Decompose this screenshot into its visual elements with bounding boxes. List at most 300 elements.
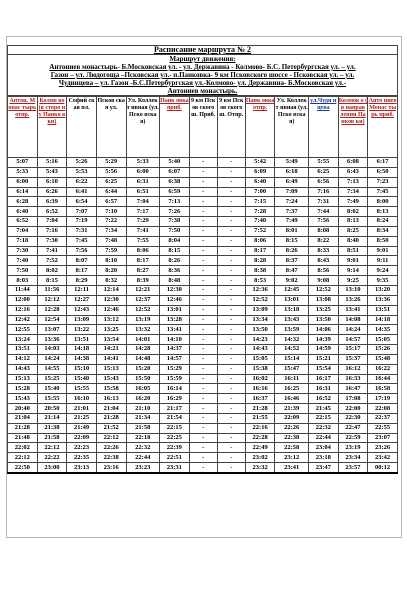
time-cell: 8:36: [160, 266, 190, 276]
time-cell: 23:31: [160, 463, 190, 473]
time-cell: -: [217, 404, 245, 414]
time-cell: 12:28: [37, 305, 67, 315]
time-cell: 13:25: [96, 325, 126, 335]
time-cell: -: [217, 374, 245, 384]
time-cell: 7:31: [308, 197, 338, 207]
time-cell: 8:50: [368, 236, 398, 246]
time-cell: 6:26: [37, 187, 67, 197]
time-cell: 6:52: [8, 217, 38, 227]
schedule-row: [8, 453, 398, 463]
time-cell: -: [189, 463, 217, 473]
time-cell: 7:44: [308, 207, 338, 217]
time-cell: 7:49: [275, 217, 309, 227]
time-cell: 6:00: [8, 177, 38, 187]
time-cell: 6:51: [126, 187, 160, 197]
time-cell: 22:47: [338, 423, 368, 433]
schedule-row: [8, 236, 398, 246]
time-cell: 14:24: [338, 325, 368, 335]
time-cell: 14:37: [160, 345, 190, 355]
schedule-row: [8, 295, 398, 305]
schedule-row: [8, 256, 398, 266]
schedule-row: [8, 285, 398, 295]
route-line: Чудинцева – ул. Газон -Б.С.Петербургская ул.-Колмово- ул. Державина- Б.Московская ул.-: [58, 79, 347, 87]
time-cell: 8:26: [275, 246, 309, 256]
time-cell: 8:34: [368, 226, 398, 236]
stop-header-11: Колмов о ( в направ лении Панков ки): [338, 97, 368, 158]
time-cell: 13:36: [368, 295, 398, 305]
time-cell: 22:00: [338, 404, 368, 414]
time-cell: 7:09: [275, 187, 309, 197]
time-cell: 7:38: [160, 217, 190, 227]
time-cell: 5:07: [8, 158, 38, 168]
time-cell: 5:33: [126, 158, 160, 168]
time-cell: 8:15: [160, 246, 190, 256]
time-cell: 16:14: [160, 384, 190, 394]
time-cell: 6:10: [37, 177, 67, 187]
time-cell: 13:09: [67, 315, 97, 325]
time-cell: 7:56: [67, 246, 97, 256]
time-cell: 14:43: [8, 364, 38, 374]
time-cell: 15:14: [275, 354, 309, 364]
time-cell: 16:44: [368, 374, 398, 384]
time-cell: 7:28: [245, 207, 275, 217]
time-cell: 7:50: [8, 266, 38, 276]
timetable: [7, 45, 398, 535]
time-cell: 22:09: [275, 413, 309, 423]
time-cell: 6:14: [8, 187, 38, 197]
time-cell: 16:05: [126, 384, 160, 394]
time-cell: 14:18: [368, 315, 398, 325]
time-cell: 9:02: [275, 276, 309, 286]
schedule-row: [8, 305, 398, 315]
time-cell: -: [189, 433, 217, 443]
schedule-row: [8, 246, 398, 256]
time-cell: 22:49: [245, 443, 275, 453]
time-cell: 13:50: [308, 315, 338, 325]
time-cell: 8:32: [96, 276, 126, 286]
time-cell: 23:00: [37, 463, 67, 473]
stop-header-6: 9 км Псков ского ш. Приб.: [189, 97, 217, 158]
time-cell: -: [217, 364, 245, 374]
time-cell: 8:53: [245, 276, 275, 286]
time-cell: 8:02: [37, 266, 67, 276]
time-cell: 22:50: [8, 463, 38, 473]
time-cell: 22:37: [368, 413, 398, 423]
time-cell: 7:52: [37, 256, 67, 266]
time-cell: 14:59: [308, 345, 338, 355]
time-cell: 7:40: [245, 217, 275, 227]
time-cell: 8:24: [368, 217, 398, 227]
stop-header-row: [8, 97, 398, 158]
time-cell: 7:49: [338, 197, 368, 207]
time-cell: 13:10: [338, 285, 368, 295]
time-cell: 20:40: [8, 404, 38, 414]
time-cell: 16:22: [368, 364, 398, 374]
time-cell: -: [189, 177, 217, 187]
schedule-row: [8, 325, 398, 335]
time-cell: 14:24: [37, 354, 67, 364]
time-cell: 5:33: [8, 167, 38, 177]
time-cell: 5:42: [245, 158, 275, 168]
time-cell: 6:25: [96, 177, 126, 187]
time-cell: -: [217, 256, 245, 266]
time-cell: -: [189, 276, 217, 286]
time-cell: 9:11: [368, 256, 398, 266]
stop-header-1: Колмо во (в сторо ну Панко вки): [37, 97, 67, 158]
stop-header-10: ул.Чуди нцева: [308, 97, 338, 158]
time-cell: 15:54: [308, 364, 338, 374]
time-cell: 6:49: [275, 177, 309, 187]
time-cell: 14:10: [160, 335, 190, 345]
schedule-row: [8, 404, 398, 414]
schedule-row: [8, 167, 398, 177]
time-cell: 21:28: [8, 423, 38, 433]
time-cell: -: [189, 246, 217, 256]
time-cell: 14:48: [126, 354, 160, 364]
time-cell: -: [189, 295, 217, 305]
time-cell: 21:52: [96, 423, 126, 433]
time-cell: 22:35: [67, 453, 97, 463]
time-cell: 8:39: [126, 276, 160, 286]
time-cell: -: [217, 276, 245, 286]
time-cell: 13:54: [96, 335, 126, 345]
time-cell: 22:51: [160, 453, 190, 463]
time-cell: 5:56: [96, 167, 126, 177]
time-cell: 8:08: [308, 226, 338, 236]
time-cell: -: [217, 197, 245, 207]
time-cell: -: [217, 266, 245, 276]
time-cell: 22:32: [126, 443, 160, 453]
time-cell: 23:13: [67, 463, 97, 473]
time-cell: 16:17: [308, 374, 338, 384]
time-cell: 9:24: [368, 266, 398, 276]
time-cell: 7:04: [37, 217, 67, 227]
time-cell: -: [217, 453, 245, 463]
time-cell: 9:25: [338, 276, 368, 286]
time-cell: 13:20: [368, 285, 398, 295]
schedule-row: [8, 158, 398, 168]
time-cell: -: [189, 374, 217, 384]
time-cell: 23:34: [338, 453, 368, 463]
time-cell: 6:41: [67, 187, 97, 197]
time-cell: -: [189, 256, 217, 266]
time-cell: 21:48: [8, 433, 38, 443]
time-cell: 12:42: [8, 315, 38, 325]
time-cell: 23:42: [368, 453, 398, 463]
schedule-row: [8, 315, 398, 325]
time-cell: 8:48: [160, 276, 190, 286]
time-cell: 14:03: [37, 345, 67, 355]
time-cell: 9:35: [368, 276, 398, 286]
time-cell: 13:41: [338, 305, 368, 315]
time-cell: 23:32: [245, 463, 275, 473]
schedule-row: [8, 276, 398, 286]
schedule-row: [8, 187, 398, 197]
schedule-row: [8, 335, 398, 345]
time-cell: 7:10: [96, 207, 126, 217]
time-cell: 9:01: [368, 246, 398, 256]
time-cell: 7:19: [67, 217, 97, 227]
time-cell: -: [189, 335, 217, 345]
time-cell: 22:26: [275, 423, 309, 433]
time-cell: 12:52: [308, 285, 338, 295]
time-cell: 6:54: [67, 197, 97, 207]
time-cell: 22:26: [96, 443, 126, 453]
time-cell: 23:23: [126, 463, 160, 473]
stop-header-5: Панк овка приб.: [160, 97, 190, 158]
time-cell: 15:13: [96, 364, 126, 374]
time-cell: -: [189, 443, 217, 453]
time-cell: 7:22: [96, 217, 126, 227]
time-cell: 13:51: [8, 345, 38, 355]
route-description: [8, 55, 398, 96]
time-cell: 7:00: [245, 187, 275, 197]
time-cell: 13:01: [275, 295, 309, 305]
schedule-row: [8, 394, 398, 404]
time-cell: 14:57: [338, 335, 368, 345]
time-cell: 7:56: [308, 217, 338, 227]
time-cell: 16:33: [338, 374, 368, 384]
time-cell: 22:44: [126, 453, 160, 463]
time-cell: 12:45: [275, 285, 309, 295]
time-cell: 22:16: [245, 423, 275, 433]
time-cell: 23:16: [96, 463, 126, 473]
stop-header-0: Антон. Монас тырь отпр.: [8, 97, 38, 158]
time-cell: 14:41: [96, 354, 126, 364]
time-cell: -: [189, 394, 217, 404]
time-cell: 22:08: [368, 404, 398, 414]
time-cell: 6:28: [8, 197, 38, 207]
time-cell: 13:28: [160, 315, 190, 325]
time-cell: 22:23: [67, 443, 97, 453]
time-cell: -: [217, 305, 245, 315]
time-cell: 13:19: [126, 315, 160, 325]
time-cell: 12:37: [126, 295, 160, 305]
time-cell: 15:43: [96, 374, 126, 384]
time-cell: 8:37: [275, 256, 309, 266]
time-cell: 14:35: [368, 325, 398, 335]
time-cell: 22:15: [160, 423, 190, 433]
schedule-grid: [7, 96, 398, 474]
time-cell: 13:18: [275, 305, 309, 315]
time-cell: 22:59: [338, 433, 368, 443]
time-cell: 7:16: [37, 226, 67, 236]
time-cell: 22:15: [308, 413, 338, 423]
time-cell: 16:02: [245, 374, 275, 384]
time-cell: 7:45: [368, 187, 398, 197]
time-cell: 16:13: [96, 394, 126, 404]
time-cell: 14:06: [308, 325, 338, 335]
route-line: Антониев монастырь.: [167, 87, 238, 95]
time-cell: -: [217, 226, 245, 236]
time-cell: 13:01: [160, 305, 190, 315]
time-cell: -: [189, 384, 217, 394]
time-cell: 22:02: [8, 443, 38, 453]
schedule-row: [8, 354, 398, 364]
time-cell: 6:56: [308, 177, 338, 187]
time-cell: 13:34: [245, 315, 275, 325]
route-line: Антониев монастырь- Б.Московская ул. - ул. Державина - Колмово- Б.С. Петербургская ул. – ул.: [49, 63, 356, 71]
time-cell: 15:25: [37, 374, 67, 384]
time-cell: 8:56: [308, 266, 338, 276]
time-cell: -: [217, 177, 245, 187]
time-cell: 6:40: [245, 177, 275, 187]
time-cell: 22:38: [96, 453, 126, 463]
time-cell: 6:44: [96, 187, 126, 197]
time-cell: 14:08: [338, 315, 368, 325]
time-cell: -: [217, 285, 245, 295]
time-cell: 6:57: [96, 197, 126, 207]
time-cell: 6:31: [126, 177, 160, 187]
time-cell: 15:17: [338, 345, 368, 355]
time-cell: 11:56: [37, 285, 67, 295]
time-cell: 8:03: [8, 276, 38, 286]
stop-header-12: Анто ниев Монас тырь приб.: [368, 97, 398, 158]
schedule-row: [8, 443, 398, 453]
time-cell: 22:12: [96, 433, 126, 443]
time-cell: 16:10: [67, 394, 97, 404]
time-cell: 13:07: [37, 325, 67, 335]
schedule-row: [8, 345, 398, 355]
time-cell: 15:05: [368, 335, 398, 345]
time-cell: 7:52: [245, 226, 275, 236]
route-line: Газон – ул. Людогоща –Псковская ул.- п.Панковка- 9 км Псковского шоссе - Псковская ул. – ул.: [50, 71, 355, 79]
time-cell: 7:29: [126, 217, 160, 227]
time-cell: 8:17: [67, 266, 97, 276]
time-cell: 7:41: [126, 226, 160, 236]
time-cell: 8:10: [96, 256, 126, 266]
stop-header-3: Псков ская ул.: [96, 97, 126, 158]
time-cell: 16:16: [245, 384, 275, 394]
time-cell: 7:26: [160, 207, 190, 217]
time-cell: 13:32: [126, 325, 160, 335]
time-cell: 13:09: [245, 305, 275, 315]
time-cell: 5:40: [160, 158, 190, 168]
time-cell: -: [189, 158, 217, 168]
time-cell: 16:29: [160, 394, 190, 404]
time-cell: 13:51: [368, 305, 398, 315]
time-cell: 21:34: [126, 413, 160, 423]
time-cell: -: [217, 295, 245, 305]
time-cell: 7:04: [126, 197, 160, 207]
time-cell: 15:43: [8, 394, 38, 404]
time-cell: 16:37: [245, 394, 275, 404]
time-cell: 8:06: [245, 236, 275, 246]
time-cell: 8:25: [338, 226, 368, 236]
time-cell: -: [217, 187, 245, 197]
time-cell: 12:12: [37, 295, 67, 305]
time-cell: -: [189, 187, 217, 197]
time-cell: 5:16: [37, 158, 67, 168]
time-cell: -: [189, 266, 217, 276]
time-cell: 16:12: [338, 364, 368, 374]
time-cell: -: [189, 236, 217, 246]
time-cell: 12:36: [245, 285, 275, 295]
time-cell: 15:20: [126, 364, 160, 374]
time-cell: 11:44: [8, 285, 38, 295]
time-cell: 14:12: [8, 354, 38, 364]
time-cell: 8:47: [275, 266, 309, 276]
stop-header-2: Софий ская пл.: [67, 97, 97, 158]
time-cell: 13:12: [96, 315, 126, 325]
time-cell: 12:52: [245, 295, 275, 305]
time-cell: 21:45: [308, 404, 338, 414]
schedule-row: [8, 197, 398, 207]
time-cell: 15:47: [275, 364, 309, 374]
time-cell: 15:13: [8, 374, 38, 384]
time-cell: 12:14: [96, 285, 126, 295]
time-cell: 12:30: [96, 295, 126, 305]
time-cell: 14:38: [67, 354, 97, 364]
schedule-row: [8, 266, 398, 276]
time-cell: 8:01: [275, 226, 309, 236]
time-cell: 5:29: [96, 158, 126, 168]
time-cell: 7:40: [8, 256, 38, 266]
time-cell: 15:28: [8, 384, 38, 394]
time-cell: 5:53: [67, 167, 97, 177]
time-cell: 8:17: [245, 246, 275, 256]
time-cell: -: [217, 443, 245, 453]
time-cell: -: [189, 167, 217, 177]
time-cell: 15:37: [338, 354, 368, 364]
time-cell: 8:06: [126, 246, 160, 256]
time-cell: 15:50: [126, 374, 160, 384]
time-cell: 7:16: [308, 187, 338, 197]
time-cell: 22:12: [37, 443, 67, 453]
time-cell: 22:09: [67, 433, 97, 443]
time-cell: 12:11: [67, 285, 97, 295]
time-cell: 14:01: [126, 335, 160, 345]
schedule-row: [8, 463, 398, 473]
time-cell: -: [217, 463, 245, 473]
time-cell: 12:27: [67, 295, 97, 305]
time-cell: 7:41: [37, 246, 67, 256]
time-cell: 7:07: [67, 207, 97, 217]
time-cell: 16:25: [275, 384, 309, 394]
time-cell: 7:50: [160, 226, 190, 236]
time-cell: 8:07: [67, 256, 97, 266]
time-cell: 7:45: [67, 236, 97, 246]
time-cell: 14:21: [96, 345, 126, 355]
time-cell: 23:41: [275, 463, 309, 473]
time-cell: 7:55: [126, 236, 160, 246]
time-cell: 6:38: [160, 177, 190, 187]
time-cell: 6:39: [37, 197, 67, 207]
time-cell: 15:26: [368, 345, 398, 355]
time-cell: 22:44: [308, 433, 338, 443]
time-cell: 5:43: [37, 167, 67, 177]
time-cell: -: [217, 335, 245, 345]
time-cell: 7:34: [96, 226, 126, 236]
time-cell: 14:55: [37, 364, 67, 374]
time-cell: 21:04: [8, 413, 38, 423]
time-cell: 6:09: [245, 167, 275, 177]
schedule-rows: [8, 158, 398, 474]
time-cell: 22:25: [160, 433, 190, 443]
time-cell: 8:40: [338, 236, 368, 246]
time-cell: 5:26: [67, 158, 97, 168]
time-cell: 13:26: [338, 295, 368, 305]
stop-header-8: Панк овка отпр.: [245, 97, 275, 158]
time-cell: 21:38: [37, 423, 67, 433]
time-cell: 15:59: [160, 374, 190, 384]
time-cell: 21:28: [245, 404, 275, 414]
time-cell: 7:18: [8, 236, 38, 246]
time-cell: 12:46: [160, 295, 190, 305]
schedule-row: [8, 413, 398, 423]
time-cell: 6:25: [308, 167, 338, 177]
time-cell: 17:19: [368, 394, 398, 404]
